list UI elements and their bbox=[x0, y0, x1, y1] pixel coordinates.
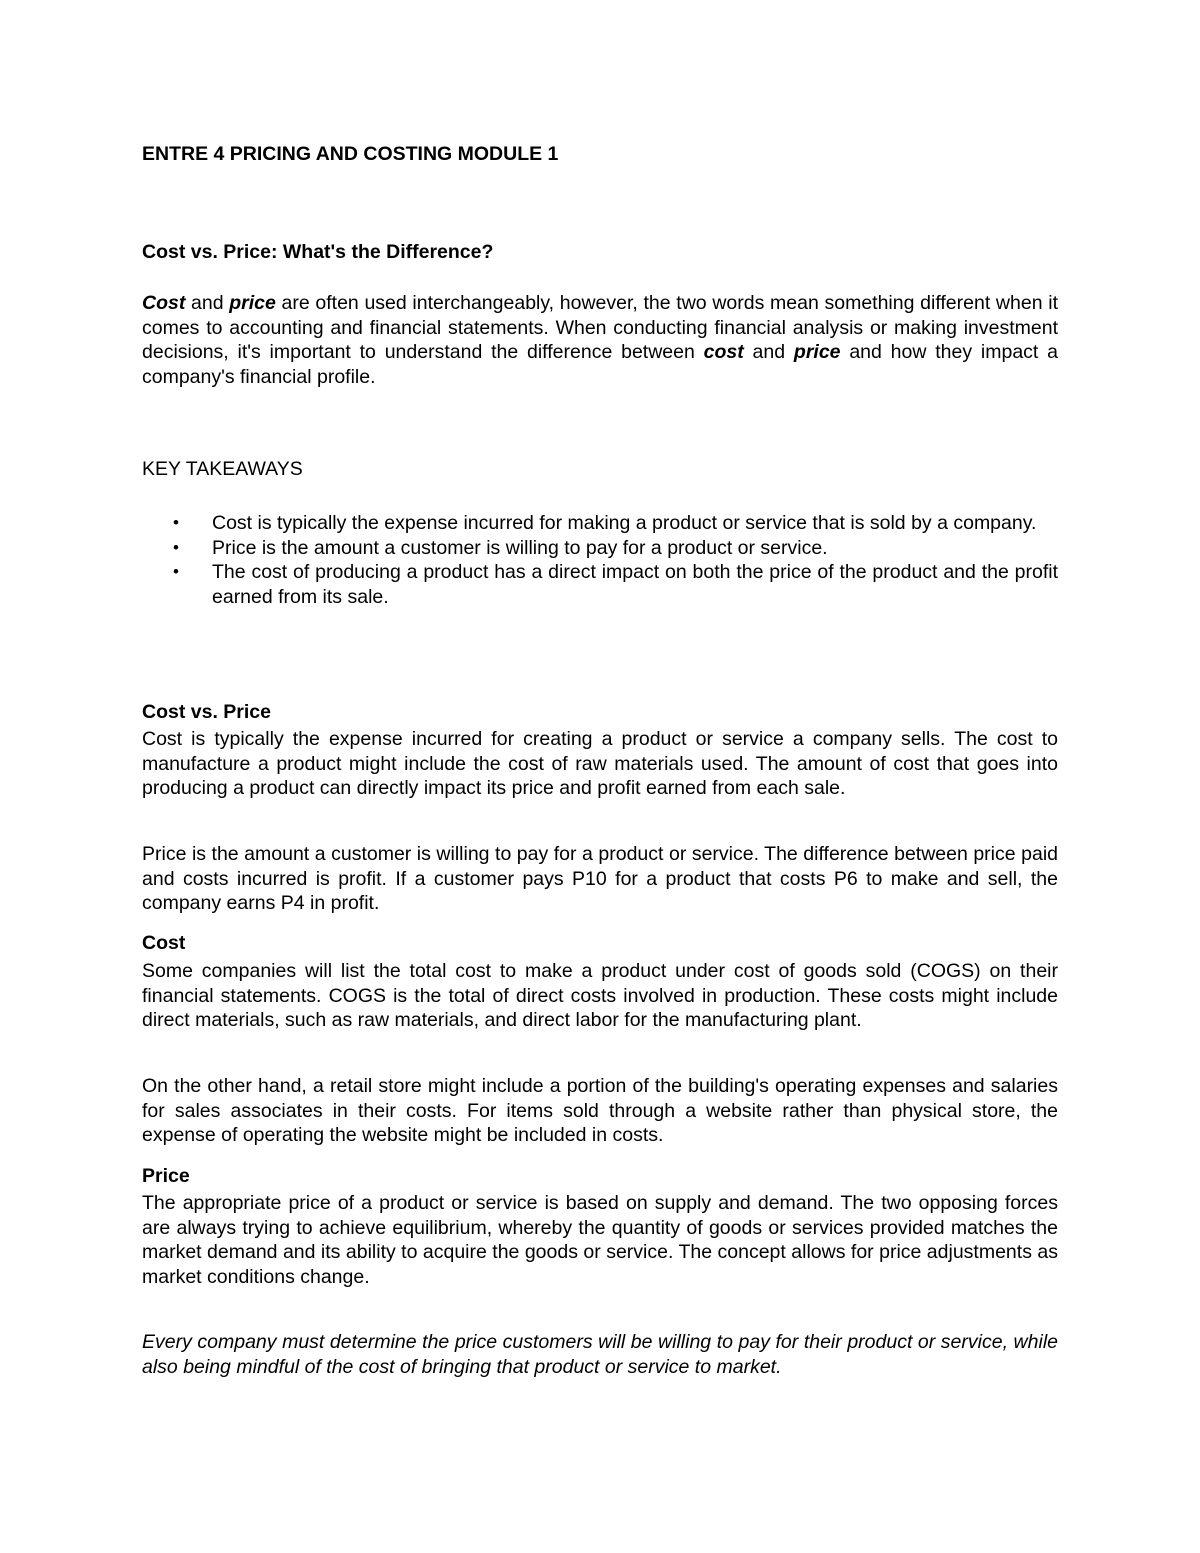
price-paragraph-1: The appropriate price of a product or service is based on supply and demand. The two opposing forces are always trying to achieve equilibrium, whereby the quantity of goods or services provided matches the market demand and its ability to acquire the goods or service. The concept allows for price adjustments as market conditions change. bbox=[142, 1192, 1058, 1289]
list-item bbox=[142, 560, 1058, 609]
bullet-icon: • bbox=[173, 537, 179, 557]
intro-text-1: and bbox=[185, 292, 230, 314]
bullet-icon: • bbox=[173, 562, 179, 582]
section-heading-difference: Cost vs. Price: What's the Difference? bbox=[142, 241, 494, 263]
key-takeaways-heading: KEY TAKEAWAYS bbox=[142, 458, 303, 480]
bullet-icon: • bbox=[173, 513, 179, 532]
price-heading: Price bbox=[142, 1165, 190, 1187]
document-page bbox=[142, 0, 1058, 1553]
term-cost: Cost bbox=[142, 292, 186, 314]
key-takeaways-list bbox=[142, 511, 1058, 610]
cost-vs-price-paragraph-1: Cost is typically the expense incurred for creating a product or service a company sells. The cost to manufacture a product might include the cost of raw materials used. The amount of cost that goes into producing a product can directly impact its price and profit earned from each sale. bbox=[142, 728, 1058, 800]
term-price-2: price bbox=[793, 341, 841, 364]
cost-paragraph-2: On the other hand, a retail store might include a portion of the building's operating expenses and salaries for sales associates in their costs. For items sold through a website rather than physical store, the expense of operating the website might be included in costs. bbox=[142, 1075, 1058, 1147]
list-item-text: Price is the amount a customer is willing to pay for a product or service. bbox=[212, 536, 828, 559]
term-price: price bbox=[229, 292, 276, 314]
cost-paragraph-1: Some companies will list the total cost to make a product under cost of goods sold (COGS) on their financial statements. COGS is the total of direct costs involved in production. These costs might include direct materials, such as raw materials, and direct labor for the manufacturing plant. bbox=[142, 960, 1058, 1032]
cost-vs-price-heading: Cost vs. Price bbox=[142, 701, 271, 723]
closing-statement: Every company must determine the price customers will be willing to pay for their product or service, while also being mindful of the cost of bringing that product or service to market. bbox=[142, 1331, 1058, 1378]
intro-text-4: and how they impact a company's financial profile. bbox=[142, 341, 1058, 389]
intro-text-3: and bbox=[743, 341, 794, 364]
intro-paragraph bbox=[142, 291, 1058, 390]
list-item-text: Cost is typically the expense incurred for making a product or service that is sold by a company. bbox=[212, 512, 1037, 534]
term-cost-2: cost bbox=[703, 341, 744, 364]
cost-heading: Cost bbox=[142, 932, 186, 954]
intro-text-2: are often used interchangeably, however, the two words mean something different when it comes to accounting and financial statements. When conducting financial analysis or making investment decisions, it's important to understand the difference between bbox=[142, 292, 1058, 364]
cost-vs-price-paragraph-2: Price is the amount a customer is willing to pay for a product or service. The difference between price paid and costs incurred is profit. If a customer pays P10 for a product that costs P6 to make and sell, the company earns P4 in profit. bbox=[142, 843, 1058, 915]
list-item-text: The cost of producing a product has a direct impact on both the price of the product and the profit earned from its sale. bbox=[212, 561, 1058, 609]
list-item bbox=[142, 511, 1058, 536]
list-item bbox=[142, 536, 1058, 561]
document-title: ENTRE 4 PRICING AND COSTING MODULE 1 bbox=[142, 143, 559, 165]
